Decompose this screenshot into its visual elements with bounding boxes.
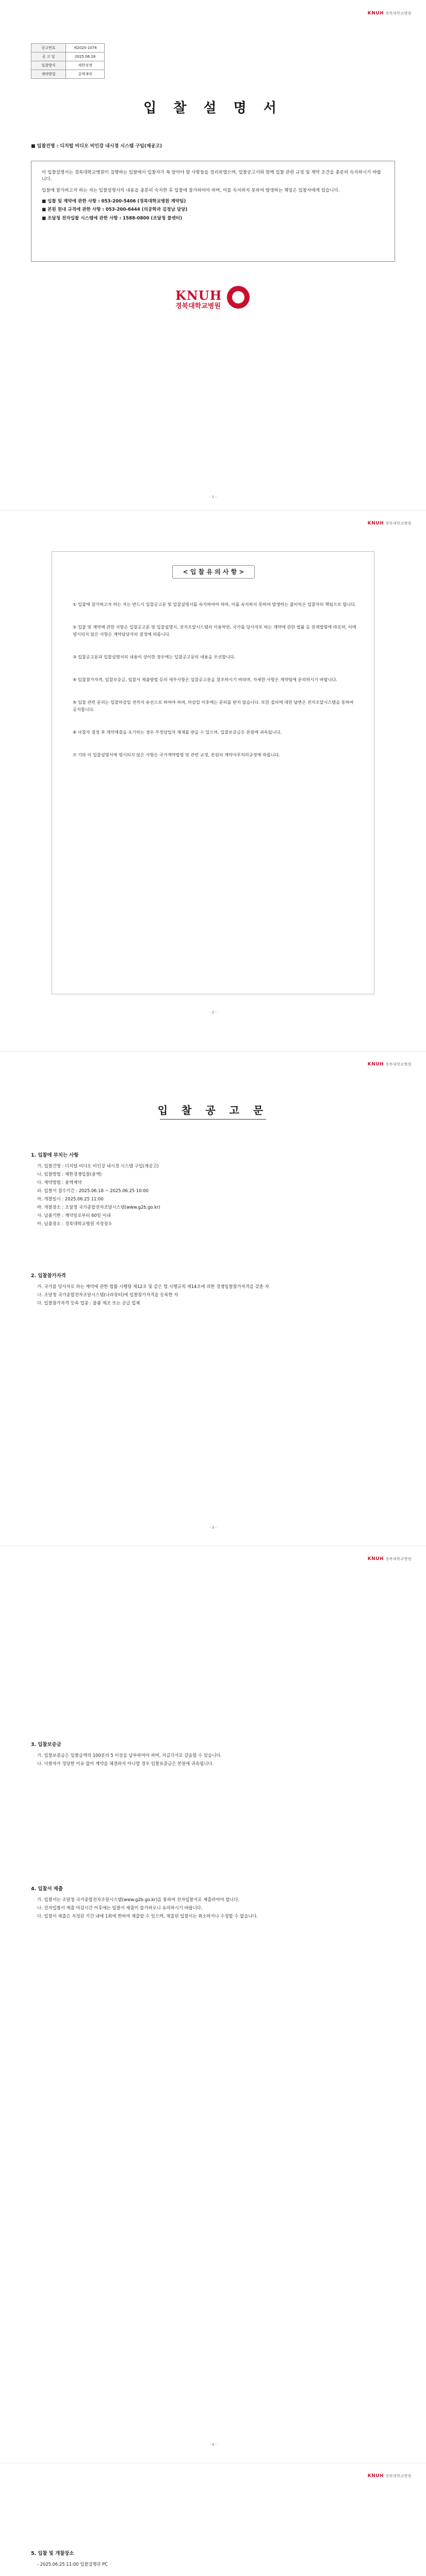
list-item: 다. 계약방법 : 총액계약 — [37, 1179, 82, 1185]
bid-name: ■ 입찰건명 : 디지털 비디오 비인강 내시경 시스템 구입(재공고) — [31, 144, 162, 149]
list-item: 가. 입찰서는 조달청 국가종합전자조달시스템(www.g2b.go.kr)을 통하여 전자입찰서로 제출하여야 합니다. — [37, 1896, 240, 1902]
page-number: - 1 - — [209, 495, 217, 499]
section-1: 1. 입찰에 부치는 사항 가. 입찰건명 : 디지털 비디오 비인강 내시경 시스템 구입(재공고) 나. 입찰방법 : 제한경쟁입찰(총액) 다. 계약방법 : 총액계약 라. 입찰서 접수기간 : 2025.06.18 ~ 2025.06.25 10:00 마. 개찰일시 : 2025.06.25 11:00 바. 개찰장소 : 조달청 국가종합전자조달시스템(www.g2b.go.kr) 사. 납품기한 : 계약일로부터 60일 이내 아. 납품장소 : 경북대학교병원 지정장소 — [31, 1152, 395, 1229]
notes-title: < 입 찰 유 의 사 항 > — [172, 565, 255, 579]
list-item: ① 입찰에 참가하고자 하는 자는 반드시 입찰공고문 및 입찰설명서를 숙지하여야 하며, 이를 숙지하지 못하여 발생하는 불이익은 입찰자의 책임으로 합니다. — [73, 602, 356, 607]
header-logo: KNUH 경북대학교병원 — [367, 1556, 412, 1562]
section-3: 3. 입찰보증금 가. 입찰보증금은 입찰금액의 100분의 5 이상을 납부하여야 하며, 지급각서로 갈음할 수 있습니다. 나. 낙찰자가 정당한 이유 없이 계약을 체결하지 아니할 경우 입찰보증금은 본원에 귀속됩니다. — [31, 1741, 395, 1769]
meta-value: 제2025-1078 — [66, 44, 105, 53]
meta-key: 계약방법 — [31, 70, 66, 79]
list-item: 라. 입찰서 접수기간 : 2025.06.18 ~ 2025.06.25 10:00 — [37, 1188, 149, 1193]
page-divider — [0, 510, 426, 511]
list-item: ⑤ 입찰 관련 문의는 입찰마감일 전까지 유선으로 하여야 하며, 마감일 이후에는 문의를 받지 않습니다. 또한 질의에 대한 답변은 전자조달시스템을 통하여 공지합니다. — [73, 699, 354, 712]
meta-value: 총액계약 — [66, 70, 105, 79]
header-logo: KNUH 경북대학교병원 — [367, 1062, 412, 1067]
intro-box — [31, 161, 395, 262]
header-logo: KNUH 경북대학교병원 — [367, 521, 412, 526]
list-item: 가. 국가를 당사자로 하는 계약에 관한 법률 시행령 제12조 및 같은 법 시행규칙 제14조에 의한 경쟁입찰참가자격을 갖춘 자 — [37, 1283, 269, 1289]
list-item: 다. 입찰서 제출은 지정된 기간 내에 1회에 한하여 제출할 수 있으며, 제출된 입찰서는 취소하거나 수정할 수 없습니다. — [37, 1913, 258, 1919]
list-item: 나. 전자입찰서 제출 마감시간 이후에는 입찰서 제출이 불가하오니 유의하시기 바랍니다. — [37, 1905, 203, 1910]
section-4: 4. 입찰서 제출 가. 입찰서는 조달청 국가종합전자조달시스템(www.g2b.go.kr)을 통하여 전자입찰서로 제출하여야 합니다. 나. 전자입찰서 제출 마감시간 이후에는 입찰서 제출이 불가하오니 유의하시기 바랍니다. 다. 입찰서 제출은 지정된 기간 내에 1회에 한하여 제출할 수 있으며, 제출된 입찰서는 취소하거나 수정할 수 없습니다. — [31, 1886, 395, 1921]
contact-line: ■ 본원 원내 규격에 관한 사항 : 053-200-6444 (의공학과 김정남 담당) — [42, 207, 188, 213]
title-underline — [160, 1119, 266, 1120]
meta-key: 입찰방식 — [31, 61, 66, 70]
list-item: 다. 입찰참가자격 등록 업종 : 물품 제조 또는 공급 업체 — [37, 1300, 140, 1306]
list-item: ⑥ 낙찰자 결정 후 계약체결을 포기하는 경우 부정당업자 제재를 받을 수 있으며, 입찰보증금은 본원에 귀속됩니다. — [73, 729, 282, 735]
page-number: - 2 - — [209, 1010, 217, 1014]
list-item: 나. 낙찰자가 정당한 이유 없이 계약을 체결하지 아니할 경우 입찰보증금은 본원에 귀속됩니다. — [37, 1760, 214, 1766]
page-number: - 4 - — [209, 2443, 217, 2447]
meta-key: 공고번호 — [31, 44, 66, 53]
contact-line: ■ 입찰 및 계약에 관한 사항 : 053-200-5406 (경북대학교병원 계약팀) — [42, 198, 186, 204]
list-item: 가. 입찰보증금은 입찰금액의 100분의 5 이상을 납부하여야 하며, 지급각서로 갈음할 수 있습니다. — [37, 1752, 222, 1758]
list-item: 가. 입찰건명 : 디지털 비디오 비인강 내시경 시스템 구입(재공고) — [37, 1163, 159, 1168]
list-item: ② 입찰 및 계약에 관한 사항은 입찰공고문 및 입찰설명서, 전자조달시스템의 이용약관, 국가를 당사자로 하는 계약에 관한 법률 등 관계법령에 따르며, 이에 명시되지 않은 사항은 계약담당자의 결정에 따릅니다. — [73, 624, 356, 637]
list-item: - 2025.06.25 11:00 입찰집행관 PC — [37, 2561, 108, 2567]
notes-box — [52, 551, 374, 994]
intro-text-2: 입찰에 참가하고자 하는 자는 입찰설명서의 내용을 충분히 숙지한 후 입찰에 참가하여야 하며, 이를 숙지하지 못하여 발생하는 책임은 입찰자에게 있습니다. — [42, 188, 340, 193]
intro-text: 이 입찰설명서는 경북대학교병원이 집행하는 입찰에서 입찰자가 꼭 알아야 할 사항들을 정리하였으며, 입찰공고서와 함께 입찰 관련 규정 및 계약 조건을 충분히 숙지하시기 바랍니다. — [42, 170, 381, 182]
header-logo: KNUH 경북대학교병원 — [367, 11, 412, 16]
list-item: ⑦ 기타 이 입찰설명서에 명시되지 않은 사항은 국가계약법령 및 관련 규정, 본원의 계약사무처리규정에 따릅니다. — [73, 752, 281, 757]
meta-key: 공 고 일 — [31, 53, 66, 61]
list-item: 아. 납품장소 : 경북대학교병원 지정장소 — [37, 1221, 112, 1226]
section-2: 2. 입찰참가자격 가. 국가를 당사자로 하는 계약에 관한 법률 시행령 제12조 및 같은 법 시행규칙 제14조에 의한 경쟁입찰참가자격을 갖춘 자 나. 조달청 국가종합전자조달시스템(나라장터)에 입찰참가자격을 등록한 자 다. 입찰참가자격 등록 업종 : 물품 제조 또는 공급 업체 — [31, 1273, 395, 1308]
notice-title: 입 찰 공 고 문 — [157, 1104, 269, 1116]
page-number: - 3 - — [209, 1526, 217, 1530]
list-item: 사. 납품기한 : 계약일로부터 60일 이내 — [37, 1212, 111, 1218]
meta-value: 2025.06.18 — [66, 53, 105, 61]
contact-line: ■ 조달청 전자입찰 시스템에 관한 사항 : 1588-0800 (조달청 콜센터) — [42, 215, 183, 221]
meta-value: 제한경쟁 — [66, 61, 105, 70]
list-item: ④ 입찰참가자격, 입찰보증금, 입찰서 제출방법 등의 세부사항은 입찰공고문을 참조하시기 바라며, 자세한 사항은 계약팀에 문의하시기 바랍니다. — [73, 676, 337, 682]
page-divider — [0, 1051, 426, 1052]
section-5: 5. 입찰 및 개찰장소 - 2025.06.25 11:00 입찰집행관 PC — [31, 2550, 395, 2569]
knuh-logo: KNUH 경북대학교병원 — [175, 286, 253, 322]
list-item: ③ 입찰공고문과 입찰설명서의 내용이 상이한 경우에는 입찰공고문의 내용을 우선합니다. — [73, 654, 236, 659]
list-item: 나. 입찰방법 : 제한경쟁입찰(총액) — [37, 1171, 102, 1177]
list-item: 나. 조달청 국가종합전자조달시스템(나라장터)에 입찰참가자격을 등록한 자 — [37, 1292, 178, 1297]
notes-list — [73, 601, 356, 774]
list-item: 마. 개찰일시 : 2025.06.25 11:00 — [37, 1196, 104, 1201]
meta-table — [31, 43, 105, 79]
list-item: 바. 개찰장소 : 조달청 국가종합전자조달시스템(www.g2b.go.kr) — [37, 1204, 160, 1210]
emblem-icon — [227, 286, 250, 309]
header-logo: KNUH 경북대학교병원 — [367, 2473, 412, 2479]
page-title: 입 찰 설 명 서 — [143, 100, 283, 116]
